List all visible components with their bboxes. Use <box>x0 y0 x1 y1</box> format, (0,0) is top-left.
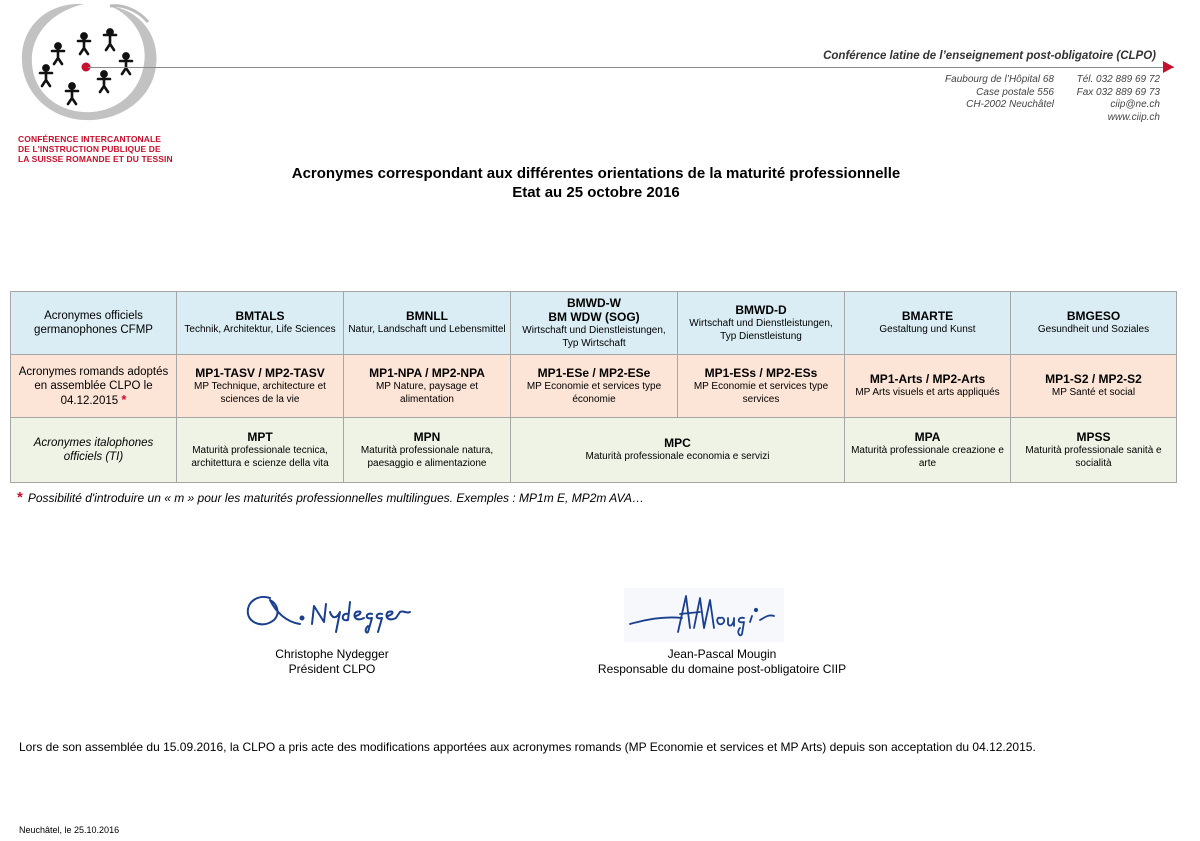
signatory-2 <box>572 647 872 676</box>
place-date: Neuchâtel, le 25.10.2016 <box>19 825 120 835</box>
address-line: Faubourg de l’Hôpital 68 <box>945 74 1054 85</box>
organization-name <box>18 134 173 164</box>
conference-name: Conférence latine de l’enseignement post-obligatoire (CLPO) <box>823 50 1156 62</box>
signatory-role: Responsable du domaine post-obligatoire CIIP <box>597 661 847 676</box>
row-header: Acronymes italophones officiels (TI) <box>11 418 177 483</box>
description: Maturità professionale sanità e socialità <box>1025 444 1162 469</box>
acronym: MPSS <box>1076 429 1111 444</box>
table-row-italian <box>11 418 1177 483</box>
table-cell <box>678 292 845 355</box>
ciip-logo <box>14 0 164 130</box>
acronym: MPT <box>247 429 273 444</box>
description: MP Economie et services type services <box>693 380 829 405</box>
acronym: MP1-Arts / MP2-Arts <box>869 372 986 387</box>
address-block <box>880 74 1054 112</box>
acronym: MP1-NPA / MP2-NPA <box>369 365 485 380</box>
table-cell <box>1011 418 1177 483</box>
table-cell <box>344 418 511 483</box>
description: Maturità professionale economia e servizi <box>585 451 770 463</box>
description: MP Santé et social <box>1051 387 1136 399</box>
org-name-line: CONFÉRENCE INTERCANTONALE <box>18 134 162 144</box>
asterisk-mark: * <box>17 489 23 506</box>
description: MP Arts visuels et arts appliqués <box>855 387 1000 399</box>
row-header <box>11 355 177 418</box>
arrow-right-icon <box>1163 61 1174 73</box>
signatory-role: Président CLPO <box>288 661 376 676</box>
description: MP Economie et services type économie <box>526 380 662 405</box>
table-cell <box>678 355 845 418</box>
acronyms-table <box>10 291 1177 483</box>
address-line: CH-2002 Neuchâtel <box>966 99 1054 110</box>
contact-block <box>1060 74 1160 124</box>
acronym: MPC <box>664 436 691 451</box>
description: Gesundheit und Soziales <box>1037 324 1150 336</box>
table-cell <box>845 355 1011 418</box>
description: MP Nature, paysage et alimentation <box>375 380 479 405</box>
address-line: Case postale 556 <box>976 86 1054 98</box>
acronym: BM WDW (SOG) <box>548 309 640 324</box>
table-cell <box>177 418 344 483</box>
description: Maturità professionale natura, paesaggio e alimentazione <box>360 444 494 469</box>
fax: Fax 032 889 69 73 <box>1076 86 1160 98</box>
header-divider <box>88 67 1174 68</box>
assembly-note: Lors de son assemblée du 15.09.2016, la CLPO a pris acte des modifications apportées aux acronymes romands (MP Economie et services et MP Arts) depuis son acceptation du 04.12.2015. <box>19 740 1036 754</box>
document-title <box>0 164 1192 202</box>
title-line: Acronymes correspondant aux différentes orientations de la maturité professionnelle <box>291 165 901 182</box>
table-cell <box>1011 355 1177 418</box>
footnote <box>17 489 644 506</box>
website-link[interactable]: www.ciip.ch <box>1107 111 1160 123</box>
table-cell <box>511 418 845 483</box>
table-cell <box>177 292 344 355</box>
description: Natur, Landschaft und Lebensmittel <box>348 324 506 336</box>
description: Gestaltung und Kunst <box>879 324 976 336</box>
acronym: MPA <box>914 429 941 444</box>
table-cell <box>511 292 678 355</box>
description: Wirtschaft und Dienstleistungen, Typ Dienstleistung <box>689 317 833 342</box>
table-cell <box>1011 292 1177 355</box>
acronym: MP1-ESe / MP2-ESe <box>537 365 651 380</box>
phone: Tél. 032 889 69 72 <box>1076 74 1160 85</box>
acronym: MPN <box>413 429 441 444</box>
table-cell <box>845 292 1011 355</box>
acronym: BMARTE <box>901 309 954 324</box>
table-cell <box>511 355 678 418</box>
org-name-line: LA SUISSE ROMANDE ET DU TESSIN <box>18 154 173 164</box>
acronym: BMWD-W <box>567 295 621 310</box>
table-cell <box>845 418 1011 483</box>
description: Wirtschaft und Dienstleistungen, Typ Wirtschaft <box>522 324 666 349</box>
description: Maturità professionale tecnica, architettura e scienze della vita <box>191 444 329 469</box>
table-row-german <box>11 292 1177 355</box>
acronym: BMWD-D <box>735 302 787 317</box>
acronym: MP1-ESs / MP2-ESs <box>704 365 818 380</box>
table-cell <box>344 292 511 355</box>
footnote-text: Possibilité d'introduire un « m » pour les maturités professionnelles multilingues. Exemples : MP1m E, MP2m AVA… <box>27 491 644 505</box>
description: Technik, Architektur, Life Sciences <box>184 324 336 336</box>
signatory-name: Christophe Nydegger <box>275 647 389 661</box>
email-link[interactable]: ciip@ne.ch <box>1110 99 1160 110</box>
table-row-romand <box>11 355 1177 418</box>
signatory-name: Jean-Pascal Mougin <box>667 647 777 661</box>
table-cell <box>177 355 344 418</box>
signatory-1 <box>232 647 432 676</box>
acronym: BMNLL <box>406 309 448 324</box>
acronym: MP1-S2 / MP2-S2 <box>1045 372 1142 387</box>
signature-nydegger <box>240 588 415 636</box>
row-header-text: Acronymes romands adoptés en assemblée CLPO le 04.12.2015 <box>18 365 169 407</box>
asterisk-mark: * <box>121 391 127 407</box>
acronym: MP1-TASV / MP2-TASV <box>195 365 325 380</box>
description: MP Technique, architecture et sciences de la vie <box>194 380 326 405</box>
acronym: BMTALS <box>235 309 285 324</box>
acronym: BMGESO <box>1066 309 1121 324</box>
subtitle-line: Etat au 25 octobre 2016 <box>512 184 680 201</box>
signature-mougin <box>624 588 784 642</box>
description: Maturità professionale creazione e arte <box>851 444 1004 469</box>
table-cell <box>344 355 511 418</box>
org-name-line: DE L'INSTRUCTION PUBLIQUE DE <box>18 144 161 154</box>
row-header: Acronymes officiels germanophones CFMP <box>11 292 177 355</box>
